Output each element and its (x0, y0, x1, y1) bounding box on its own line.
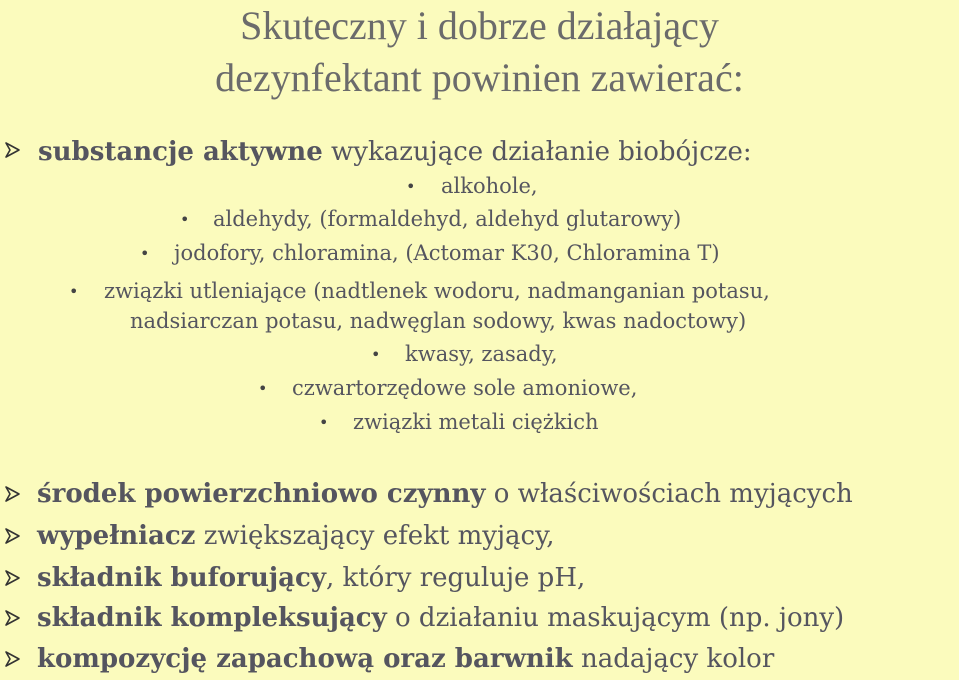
arrow-bullet-icon (4, 527, 22, 545)
list-item (37, 558, 585, 598)
bullet-item: związki utleniające (nadtlenek wodoru, nadmanganian potasu, (104, 279, 770, 303)
bullet-dot-icon: • (69, 282, 79, 301)
bullet-dot-icon: • (371, 345, 381, 364)
bullet-item: kwasy, zasady, (405, 342, 558, 366)
bullet-item: aldehydy, (formaldehyd, aldehyd glutarowy) (213, 207, 682, 231)
list-item-bold: składnik kompleksujący (37, 603, 387, 633)
list-item-rest: o działaniu maskującym (np. jony) (386, 603, 845, 633)
arrow-bullet-icon (4, 485, 22, 503)
bullet-dot-icon: • (406, 177, 416, 196)
list-item-bold: środek powierzchniowo czynny (37, 479, 486, 509)
bullet-dot-icon: • (258, 379, 268, 398)
intro-rest: wykazujące działanie biobójcze: (322, 137, 752, 167)
list-item (37, 598, 844, 638)
intro-line (38, 132, 752, 172)
list-item (37, 516, 555, 556)
list-item-bold: kompozycję zapachową oraz barwnik (37, 644, 573, 674)
bullet-dot-icon: • (319, 413, 329, 432)
arrow-bullet-icon (4, 650, 22, 668)
bullet-dot-icon: • (140, 244, 150, 263)
list-item-rest: o właściwościach myjących (485, 479, 853, 509)
bullet-item: związki metali ciężkich (353, 410, 599, 434)
list-item-rest: , który reguluje pH, (325, 563, 586, 593)
list-item (37, 474, 853, 514)
arrow-bullet-icon (4, 609, 22, 627)
list-item-bold: składnik buforujący (37, 563, 326, 593)
bullet-item-continuation: nadsiarczan potasu, nadwęglan sodowy, kwas nadoctowy) (130, 309, 747, 333)
list-item (37, 639, 774, 679)
list-item-bold: wypełniacz (37, 521, 196, 551)
arrow-bullet-icon (4, 141, 22, 159)
bullet-item: alkohole, (441, 174, 538, 198)
title-line-1: Skuteczny i dobrze działający (240, 3, 719, 48)
list-item-rest: nadający kolor (572, 644, 775, 674)
bullet-item: jodofory, chloramina, (Actomar K30, Chloramina T) (174, 241, 720, 265)
list-item-rest: zwiększający efekt myjący, (195, 521, 555, 551)
title-line-2: dezynfektant powinien zawierać: (215, 55, 744, 100)
arrow-bullet-icon (4, 569, 22, 587)
bullet-dot-icon: • (180, 210, 190, 229)
intro-bold: substancje aktywne (38, 137, 323, 167)
bullet-item: czwartorzędowe sole amoniowe, (292, 376, 638, 400)
